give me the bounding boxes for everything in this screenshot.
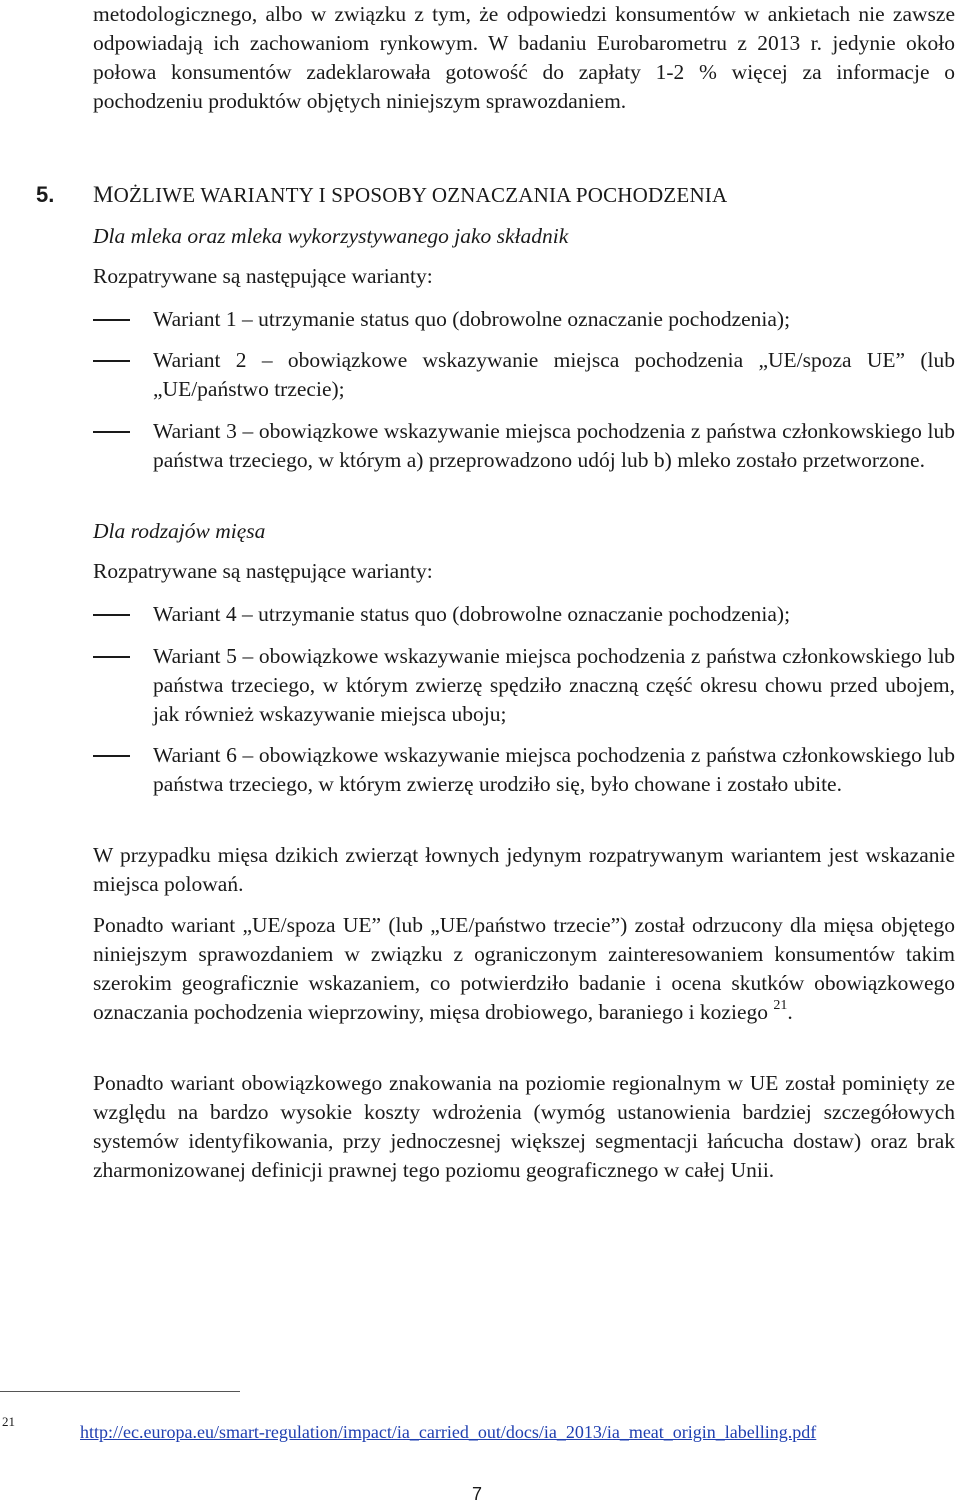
variant-text: Wariant 4 – utrzymanie status quo (dobrowolne oznaczanie pochodzenia);	[153, 602, 791, 626]
footnote-link[interactable]: http://ec.europa.eu/smart-regulation/impact/ia_carried_out/docs/ia_2013/ia_meat_origin_labelling.pdf	[80, 1422, 817, 1442]
list-item	[93, 642, 955, 729]
dash-bullet	[93, 431, 130, 433]
list-item	[93, 600, 955, 629]
regional-paragraph: Ponadto wariant obowiązkowego znakowania na poziomie regionalnym w UE został pominięty ze względu na bardzo wysokie koszty wdrożenia (wymóg ustanowienia bardziej szczegółowych systemów identyfikowania, przy jednoczesnej większej segmentacji łańcucha dostaw) oraz brak zharmonizowanej definicji prawnej tego poziomu geograficznego w całej Unii.	[93, 1071, 955, 1182]
list-item	[93, 417, 955, 475]
variant-text: Wariant 3 – obowiązkowe wskazywanie miejsca pochodzenia z państwa członkowskiego lub państwa trzeciego, w którym a) przeprowadzono udój lub b) mleko zostało przetworzone.	[153, 419, 955, 472]
game-paragraph: W przypadku mięsa dzikich zwierząt łownych jedynym rozpatrywanym wariantem jest wskazanie miejsca polowań.	[93, 843, 955, 896]
section-title-rest: OŻLIWE WARIANTY I SPOSOBY OZNACZANIA POCHODZENIA	[113, 183, 728, 207]
section-title-initial: M	[93, 182, 114, 207]
variant-text: Wariant 2 – obowiązkowe wskazywanie miejsca pochodzenia „UE/spoza UE” (lub „UE/państwo trzecie);	[153, 348, 955, 401]
list-item	[93, 741, 955, 799]
section-heading: 5. MOŻLIWE WARIANTY I SPOSOBY OZNACZANIA POCHODZENIA	[36, 182, 728, 207]
dash-bullet	[93, 360, 130, 362]
section-title	[93, 183, 727, 207]
top-paragraph: metodologicznego, albo w związku z tym, że odpowiedzi konsumentów w ankietach nie zawsze odpowiadają ich zachowaniom rynkowym. W badaniu Eurobarometru z 2013 r. jedynie około połowa konsumentów zadeklarowała gotowość do zapłaty 1-2 % więcej za informacje o pochodzeniu produktów objętych niniejszym sprawozdaniem.	[93, 2, 955, 113]
milk-intro: Rozpatrywane są następujące warianty:	[93, 264, 433, 288]
variant-text: Wariant 1 – utrzymanie status quo (dobrowolne oznaczanie pochodzenia);	[153, 307, 791, 331]
footnote-ref: 21	[773, 997, 788, 1013]
eu-paragraph-text: Ponadto wariant „UE/spoza UE” (lub „UE/państwo trzecie”) został odrzucony dla mięsa objętego niniejszym sprawozdaniem w związku z ograniczonym zainteresowaniem konsumentów takim szerokim geograficznie wskazaniem, co potwierdziło badanie i ocena skutków obowiązkowego oznaczania pochodzenia wieprzowiny, mięsa drobiowego, baraniego i koziego	[93, 913, 955, 1024]
meat-subtitle: Dla rodzajów mięsa	[93, 519, 266, 543]
dash-bullet	[93, 656, 130, 658]
footnote-divider	[0, 1391, 240, 1392]
dash-bullet	[93, 755, 130, 757]
meat-intro: Rozpatrywane są następujące warianty:	[93, 559, 433, 583]
dash-bullet	[93, 319, 130, 321]
dash-bullet	[93, 614, 130, 616]
eu-paragraph	[93, 911, 955, 1027]
list-item	[93, 346, 955, 404]
eu-paragraph-end: .	[787, 1000, 793, 1024]
list-item	[93, 305, 955, 334]
page-number: 7	[472, 1484, 483, 1504]
variant-text: Wariant 5 – obowiązkowe wskazywanie miejsca pochodzenia z państwa członkowskiego lub państwa trzeciego, w którym zwierzę spędziło znaczną część okresu chowu przed ubojem, jak również wskazywanie miejsca uboju;	[153, 644, 955, 726]
variant-text: Wariant 6 – obowiązkowe wskazywanie miejsca pochodzenia z państwa członkowskiego lub państwa trzeciego, w którym zwierzę urodziło się, było chowane i zostało ubite.	[153, 743, 955, 796]
footnote-number: 21	[2, 1414, 15, 1429]
milk-subtitle: Dla mleka oraz mleka wykorzystywanego jako składnik	[93, 224, 569, 248]
